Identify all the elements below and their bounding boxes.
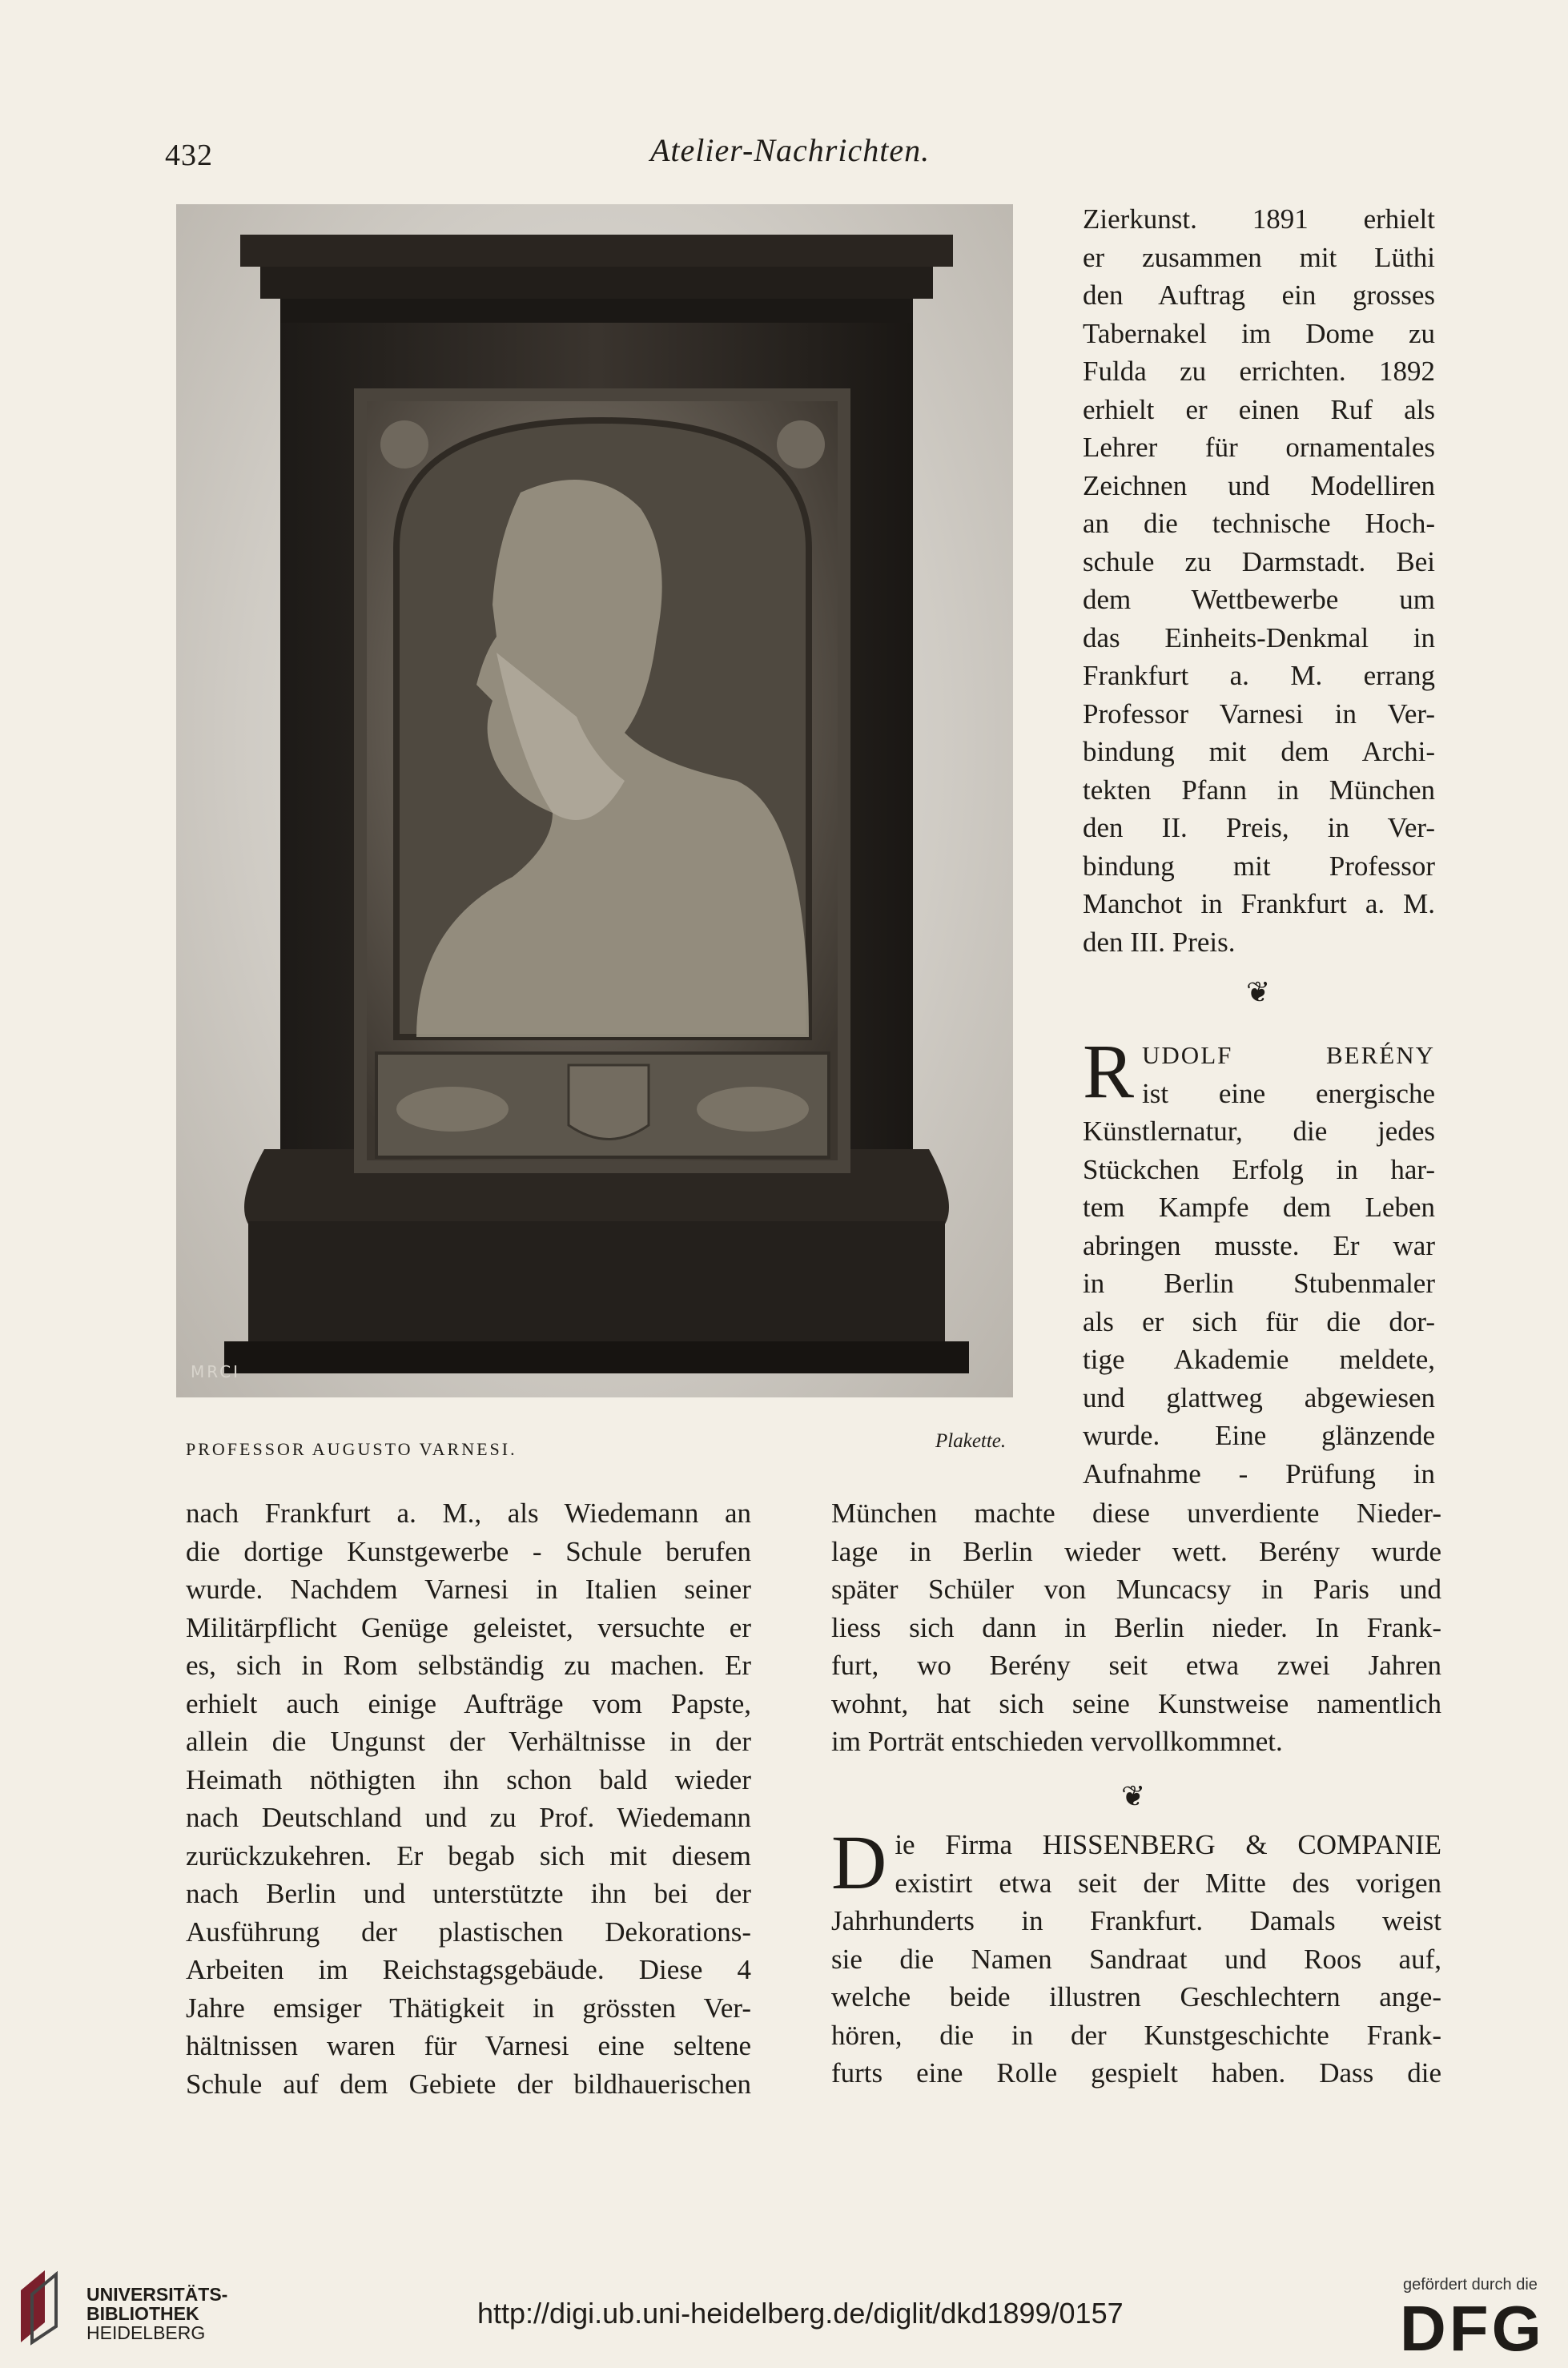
text-line: Jahrhunderts in Frankfurt. Damals weist [831,1905,1441,1936]
text-line: schule zu Darmstadt. Bei [1083,545,1435,577]
page-number: 432 [165,139,213,172]
text-line: Militärpflicht Genüge geleistet, versuchte er [186,1611,751,1643]
text-line: tem Kampfe dem Leben [1083,1192,1435,1223]
text-line: wurde. Nachdem Varnesi in Italien seiner [186,1574,751,1605]
text-line: existirt etwa seit der Mitte des vorigen [895,1867,1441,1899]
running-title: Atelier-Nachrichten. [650,132,931,168]
text-line: dem Wettbewerbe um [1083,584,1435,615]
library-logo-icon [14,2266,62,2346]
text-line: sie die Namen Sandraat und Roos auf, [831,1943,1441,1975]
text-line: als er sich für die dor- [1083,1305,1435,1337]
drop-cap: D [831,1819,887,1905]
text-line: Frankfurt a. M. errang [1083,660,1435,691]
text-line: zurückzukehren. Er begab sich mit diesem [186,1839,751,1871]
text-line: und glattweg abgewiesen [1083,1381,1435,1413]
bottom-left-column [186,1494,751,2103]
text-line: Lehrer für ornamentales [1083,432,1435,463]
firma-section [831,1819,1441,2093]
text-line: liess sich dann in Berlin nieder. In Frank- [831,1611,1441,1643]
drop-cap: R [1083,1028,1135,1114]
text-line: tekten Pfann in München [1083,774,1435,806]
right-column-text [1083,200,1435,961]
text-line: hältnissen waren für Varnesi eine seltene [186,2030,751,2061]
funding-note: gefördert durch die [1403,2276,1538,2294]
source-url-link[interactable]: http://digi.ub.uni-heidelberg.de/diglit/dkd1899/0157 [477,2297,1124,2330]
text-line: den II. Preis, in Ver- [1083,812,1435,843]
text-line: den Auftrag ein grosses [1083,279,1435,311]
plaque-illustration [176,204,1013,1397]
text-line: es, sich in Rom selbständig zu machen. Er [186,1650,751,1681]
text-line: Künstlernatur, die jedes [1083,1116,1435,1147]
text-line: furt, wo Berény seit etwa zwei Jahren [831,1650,1441,1681]
text-line: München machte diese unverdiente Nieder- [831,1498,1441,1529]
text-line: im Porträt entschieden vervollkommnet. [831,1726,1283,1757]
photo-credit-mark: MRCI [191,1362,241,1381]
text-line: Ausführung der plastischen Dekorations- [186,1916,751,1948]
text-line: die dortige Kunstgewerbe - Schule berufen [186,1535,751,1567]
figure-caption-type: Plakette. [935,1430,1007,1452]
text-line: erhielt er einen Ruf als [1083,393,1435,425]
text-line: den III. Preis. [1083,926,1236,958]
text-line: allein die Ungunst der Verhältnisse in der [186,1726,751,1757]
section-ornament: ❦ [1246,976,1271,1008]
plaque-photo [176,204,1013,1397]
text-line: er zusammen mit Lüthi [1083,241,1435,273]
text-line: ie Firma HISSENBERG & COMPANIE [895,1829,1441,1860]
text-line: tige Akademie meldete, [1083,1344,1435,1375]
library-line: HEIDELBERG [86,2322,206,2343]
bottom-right-column [831,1494,1441,1761]
text-line: furts eine Rolle gespielt haben. Dass die [831,2057,1441,2089]
text-line: Jahre emsiger Thätigkeit in grössten Ver- [186,1992,751,2024]
text-line: Zierkunst. 1891 erhielt [1083,203,1435,235]
text-line: lage in Berlin wieder wett. Berény wurde [831,1535,1441,1567]
bereny-section [1083,1028,1435,1493]
text-line: an die technische Hoch- [1083,508,1435,539]
text-line: das Einheits-Denkmal in [1083,621,1435,653]
text-line: später Schüler von Muncacsy in Paris und [831,1574,1441,1605]
text-line: erhielt auch einige Aufträge vom Papste, [186,1687,751,1719]
text-line: Zeichnen und Modelliren [1083,469,1435,501]
text-line: nach Deutschland und zu Prof. Wiedemann [186,1802,751,1833]
text-line: abringen musste. Er war [1083,1229,1435,1261]
text-line: welche beide illustren Geschlechtern ange- [831,1981,1441,2012]
text-line: Manchot in Frankfurt a. M. [1083,888,1435,919]
library-line: UNIVERSITÄTS- [86,2284,228,2305]
text-line: nach Berlin und unterstützte ihn bei der [186,1878,751,1909]
text-line: Heimath nöthigten ihn schon bald wieder [186,1763,751,1795]
text-line: in Berlin Stubenmaler [1083,1268,1435,1299]
text-line: Tabernakel im Dome zu [1083,317,1435,349]
text-line: Aufnahme - Prüfung in [1083,1457,1435,1490]
text-line: wurde. Eine glänzende [1083,1420,1435,1451]
text-line: Professor Varnesi in Ver- [1083,698,1435,730]
text-line: ist eine energische [1142,1077,1435,1109]
text-line: hören, die in der Kunstgeschichte Frank- [831,2019,1441,2051]
text-line: nach Frankfurt a. M., als Wiedemann an [186,1498,751,1529]
text-line: Schule auf dem Gebiete der bildhauerischen [186,2068,751,2100]
text-line: Arbeiten im Reichstagsgebäude. Diese 4 [186,1954,751,1985]
text-line: bindung mit dem Archi- [1083,736,1435,767]
section-ornament: ❦ [1121,1780,1146,1812]
library-line: BIBLIOTHEK [86,2303,199,2324]
library-name [86,2285,227,2342]
dfg-logo: DFG [1400,2293,1545,2364]
section-heading: UDOLF BERÉNY [1142,1041,1435,1069]
text-line: Fulda zu errichten. 1892 [1083,356,1435,387]
text-line: wohnt, hat sich seine Kunstweise namentlich [831,1687,1441,1719]
text-line: bindung mit Professor [1083,850,1435,882]
figure-caption: PROFESSOR AUGUSTO VARNESI. [186,1439,517,1459]
text-line: Stückchen Erfolg in har- [1083,1153,1435,1185]
